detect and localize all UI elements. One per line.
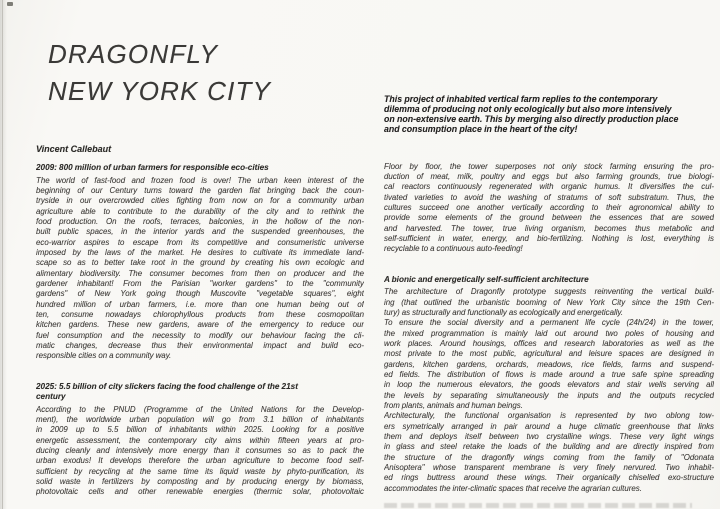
text-line: scape so as to better take root in the ground by creating his own ecologic and — [36, 258, 364, 268]
text-line: in 2009 up to 5.5 billion of inhabitants within 2025. Looking for a positive — [36, 425, 364, 435]
text-line: ten, consume nowadays chlorophyllous products from these cosmopolitan — [36, 309, 364, 319]
intro-paragraph — [384, 95, 714, 135]
paragraph — [384, 318, 714, 411]
text-line: tury) as structurally and functionally as ecologically and energetically. — [384, 307, 624, 317]
text-line: gardens" of New York going though Muscovite "vegetable squares", eight — [36, 289, 364, 299]
text-line: ed fields. The distribution of flows is made around a true safe spine spreading — [384, 369, 714, 379]
text-line: recyclable to a continuous auto-feeding! — [384, 244, 523, 254]
text-line: kitchen gardens. These new gardens, aware of the emergency to reduce our — [36, 320, 364, 330]
text-line: built public spaces, in the interior yards and the suspended greenhouses, the — [36, 227, 364, 237]
text-line: accommodates the inter-climatic spaces that receive the agrarian cultures. — [384, 483, 642, 493]
text-line: fuel consumption and the necessity to modify our behaviour facing the cli- — [36, 330, 364, 340]
text-line: ed rings buttress around these wings. Their organically chiselled exo-structure — [384, 473, 714, 483]
clipped-text-artifact — [384, 503, 692, 508]
page-title-line-1: DRAGONFLY — [48, 39, 219, 69]
text-line: most private to the most public, agricultural and leisure spaces are designed in — [384, 349, 714, 359]
text-line: in glass and steel retake the loads of the building and are directly inspired from — [384, 442, 714, 452]
text-line: responsible cities on a community way. — [36, 351, 172, 361]
text-line: According to the PNUD (Programme of the United Nations for the Develop- — [36, 404, 364, 414]
page-title-line-2: NEW YORK CITY — [48, 76, 272, 106]
text-line: matic changes, decrease thus their environmental impact and build eco- — [36, 341, 364, 350]
text-line: beginning of our Century turns toward the garden flat bringing back the coun- — [36, 185, 364, 195]
section-heading — [36, 163, 364, 174]
text-line: duction of meat, milk, poultry and eggs but also farming grounds, true biologi- — [384, 171, 714, 181]
text-line: cultures succeed one another vertically according to their agronomical ability to — [384, 202, 714, 212]
scan-corner-speck — [7, 2, 13, 6]
paragraph — [384, 287, 714, 318]
author-name: Vincent Callebaut — [36, 144, 112, 154]
text-line: them and deploys itself between two crystalline wings. These very light wings — [384, 431, 714, 441]
section-heading — [36, 382, 364, 403]
text-line: the structure of the dragonfly wings coming from the family of "Odonata — [384, 452, 714, 462]
text-line: gardener inhabitant! From the Parisian "worker gardens" to the "community — [36, 278, 364, 288]
text-line: and harvested. The tower, true living organism, becomes thus metabolic and — [384, 223, 714, 233]
text-line: ers symetrically arranged in pair around a huge climatic greenhouse that links — [384, 421, 714, 431]
text-line: 2009: 800 million of urban farmers for responsible eco-cities — [36, 163, 269, 172]
text-line: century — [36, 392, 66, 402]
text-line: photovoltaic cells and other renewable energies (thermic solar, photovoltaic — [36, 487, 364, 497]
paragraph — [384, 411, 714, 494]
text-line: food production. On the roofs, terraces, balconies, in the hollow of the non- — [36, 216, 364, 226]
text-line: and consumption place in the heart of the city! — [384, 124, 578, 134]
right-text-column — [384, 95, 714, 494]
text-line: Architecturally, the functional organisation is represented by two oblong tow- — [384, 411, 714, 421]
text-line: energetic assessment, the contemporary city aims within fifteen years at pro- — [36, 435, 364, 445]
text-line: from plants, animals and human beings. — [384, 400, 523, 410]
text-line: solid waste in fertilizers by composting and by producing energy by biomass, — [36, 477, 364, 487]
paragraph — [36, 176, 364, 362]
text-line: in loop the numerous elevators, the goods elevators and stair wells serving all — [384, 380, 714, 390]
text-line: cal reactors continuously regenerated with organic humus. It diversifies the cul- — [384, 182, 714, 192]
section-heading — [384, 275, 714, 286]
text-line: provide some elements of the ground between the essences that are sowed — [384, 213, 714, 223]
text-line: gardens, kitchen gardens, orchards, meadows, rice fields, farms and suspend- — [384, 359, 714, 369]
text-line: the levels by separating simultaneously the inputs and the outputs recycled — [384, 390, 714, 400]
text-line: 2025: 5.5 billion of city slickers facing the food challenge of the 21st — [36, 381, 298, 391]
text-line: ing (that outlined the urbanistic booming of New York City since the 19th Cen- — [384, 297, 714, 307]
text-line: alimentary biodiversity. The consumer becomes from then on producer and the — [36, 268, 364, 278]
text-line: tryside in our overcrowded cities fighting from now on for a community urban — [36, 196, 364, 206]
text-line: sufficient by recycling at the same time its liquid waste by phyto-purification, its — [36, 466, 364, 476]
text-line: the mixed programmation is mainly laid out around two poles of housing and — [384, 328, 714, 338]
text-line: imposed by the laws of the market. He desires to cultivate its immediate land- — [36, 247, 364, 257]
page-title — [48, 36, 271, 110]
text-line: ducing cleanly and intensively more energy than it consumes so as to pack the — [36, 446, 364, 456]
scan-edge-line — [2, 0, 3, 509]
text-line: A bionic and energetically self-sufficient architecture — [384, 274, 589, 284]
text-line: on non-extensive earth. This by merging also directly production place — [384, 114, 679, 124]
text-line: ment), the worldwide urban population will go from 3.1 billion of inhabitants — [36, 415, 364, 425]
text-line: hundred million of urban farmers, i.e. more than one human being out of — [36, 299, 364, 309]
text-line: The world of fast-food and frozen food is over! The urban keen interest of the — [36, 175, 364, 185]
text-line: Floor by floor, the tower superposes not only stock farming ensuring the pro- — [384, 161, 714, 171]
paragraph — [384, 162, 714, 255]
left-text-column — [36, 163, 364, 498]
text-line: eco-warrior aspires to escape from its competitive and consumeristic universe — [36, 237, 364, 247]
text-line: self-sufficient in water, energy, and bio-fertilizing. Nothing is lost, everything is — [384, 233, 714, 243]
text-line: To ensure the social diversity and a permanent life cycle (24h/24) in the tower, — [384, 318, 714, 328]
text-line: This project of inhabited vertical farm replies to the contemporary — [384, 95, 658, 104]
text-line: agriculture able to contribute to the durability of the city and to rethink the — [36, 206, 364, 216]
text-line: dilemma of producing not only ecologically but also more intensively — [384, 104, 672, 114]
text-line: work places. Around housings, offices and research laboratories as well as the — [384, 338, 714, 348]
text-line: urban exodus! It develops therefore the urban agriculture to become food self- — [36, 456, 364, 466]
text-line: tivated varieties to avoid the washing of stratums of soft substratum. Thus, the — [384, 192, 714, 202]
paragraph — [36, 405, 364, 498]
text-line: Anisoptera" whose transparent membrane is very finely nervured. Two inhabit- — [384, 463, 714, 472]
text-line: The architecture of Dragonfly prototype suggests reinventing the vertical build- — [384, 287, 714, 297]
